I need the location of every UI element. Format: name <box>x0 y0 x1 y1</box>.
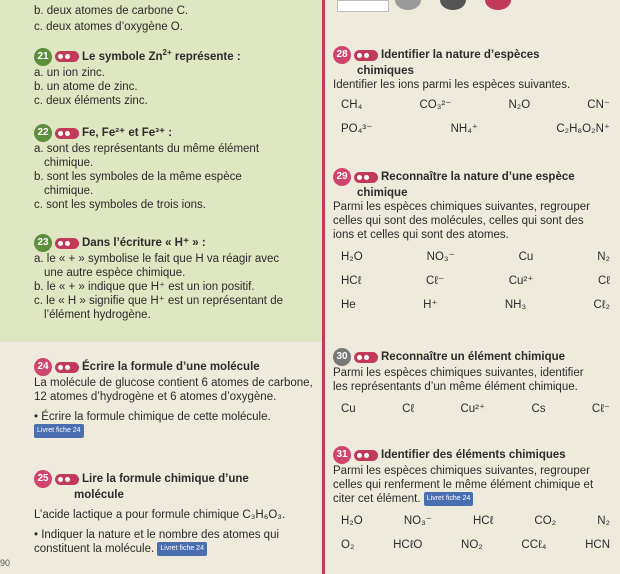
difficulty-icon <box>55 238 79 249</box>
difficulty-icon <box>354 450 378 461</box>
ex22-option-c: c. sont les symboles de trois ions. <box>34 199 206 211</box>
exercise-31: 31 Identifier des éléments chimiques Parmi les espèces chimiques suivantes, regrouper celles qui renferment le même élément chimique et citer cet élément. Livret fiche 24 H₂O NO₃⁻ HCℓ CO₂ N₂ O₂ HCℓO NO₂ CCℓ₄ HCN <box>333 446 618 552</box>
dark-circle <box>440 0 466 10</box>
ex21-option-b: b. un atome de zinc. <box>34 80 138 93</box>
top-option-c: c. deux atomes d’oxygène O. <box>34 21 183 33</box>
exercise-28: 28 Identifier la nature d’espèces chimiques Identifier les ions parmi les espèces suivantes. CH₄ CO₃²⁻ N₂O CN⁻ PO₄³⁻ NH₄⁺ C₂H₈O₂N⁺ <box>333 46 618 136</box>
ex21-number: 21 <box>34 48 52 66</box>
ex23-option-c: c. le « H » signifie que H⁺ est un représentant de <box>34 295 283 307</box>
difficulty-icon <box>55 474 79 485</box>
livret-fiche-link[interactable]: Livret fiche 24 <box>424 492 474 506</box>
ex21-option-c: c. deux éléments zinc. <box>34 94 148 107</box>
page-number: 90 <box>0 558 11 568</box>
exercise-29: 29 Reconnaître la nature d’une espèce chimique Parmi les espèces chimiques suivantes, regrouper celles qui sont des molécules, celles qui sont des ions et celles qui sont des atomes. H₂O NO₃⁻ Cu N₂ HCℓ Cℓ⁻ Cu²⁺ Cℓ He H⁺ NH₃ Cℓ₂ <box>333 168 618 312</box>
exercise-24: 24 Écrire la formule d’une molécule La molécule de glucose contient 6 atomes de carbone, 12 atomes d’hydrogène et 6 atomes d’oxygène. • Écrire la formule chimique de cette molécule. Livret fiche 24 <box>34 358 329 438</box>
exercise-22: 22 Fe, Fe²⁺ et Fe³⁺ : a. sont des représentants du même élément chimique. b. sont les symboles de la même espèce chimique. c. sont les symboles de trois ions. <box>34 124 319 212</box>
difficulty-icon <box>354 352 378 363</box>
difficulty-icon <box>55 128 79 139</box>
ex21-option-a: a. un ion zinc. <box>34 66 105 79</box>
top-option-b: b. deux atomes de carbone C. <box>34 5 189 17</box>
ex23-option-b: b. le « + » indique que H⁺ est un ion positif. <box>34 281 255 293</box>
ex22-option-b: b. sont les symboles de la même espèce <box>34 171 242 183</box>
red-circle <box>485 0 511 10</box>
exercise-21: 21 Le symbole $Zn^{2+}$ représente : a. un ion zinc. b. un atome de zinc. c. deux éléments zinc. <box>34 46 319 108</box>
ex28-number: 28 <box>333 46 351 64</box>
ex23-number: 23 <box>34 234 52 252</box>
exercise-23: 23 Dans l’écriture « H⁺ » : a. le « + » symbolise le fait que H va réagir avec une autre espèce chimique. b. le « + » indique que H⁺ est un ion positif. c. le « H » signifie que H⁺ est un représentant de l’élément hydrogène. <box>34 234 324 322</box>
ex31-number: 31 <box>333 446 351 464</box>
grey-circle <box>395 0 421 10</box>
top-right-box <box>337 0 389 12</box>
difficulty-icon <box>55 51 79 62</box>
ex24-number: 24 <box>34 358 52 376</box>
difficulty-icon <box>354 50 378 61</box>
exercise-25: 25 Lire la formule chimique d’une molécule L’acide lactique a pour formule chimique C₃H₆O₃. • Indiquer la nature et le nombre des atomes qui constituent la molécule. Livret fiche 24 <box>34 470 329 556</box>
ex25-number: 25 <box>34 470 52 488</box>
difficulty-icon <box>55 362 79 373</box>
exercise-30: 30 Reconnaître un élément chimique Parmi les espèces chimiques suivantes, identifier les représentants d’un même élément chimique. Cu Cℓ Cu²⁺ Cs Cℓ⁻ <box>333 348 618 416</box>
ex23-option-a: a. le « + » symbolise le fait que H va réagir avec <box>34 253 280 265</box>
ex30-number: 30 <box>333 348 351 366</box>
livret-fiche-link[interactable]: Livret fiche 24 <box>34 424 84 438</box>
ex22-option-a: a. sont des représentants du même élément <box>34 143 260 155</box>
livret-fiche-link[interactable]: Livret fiche 24 <box>157 542 207 556</box>
ex22-number: 22 <box>34 124 52 142</box>
difficulty-icon <box>354 172 378 183</box>
ex29-number: 29 <box>333 168 351 186</box>
